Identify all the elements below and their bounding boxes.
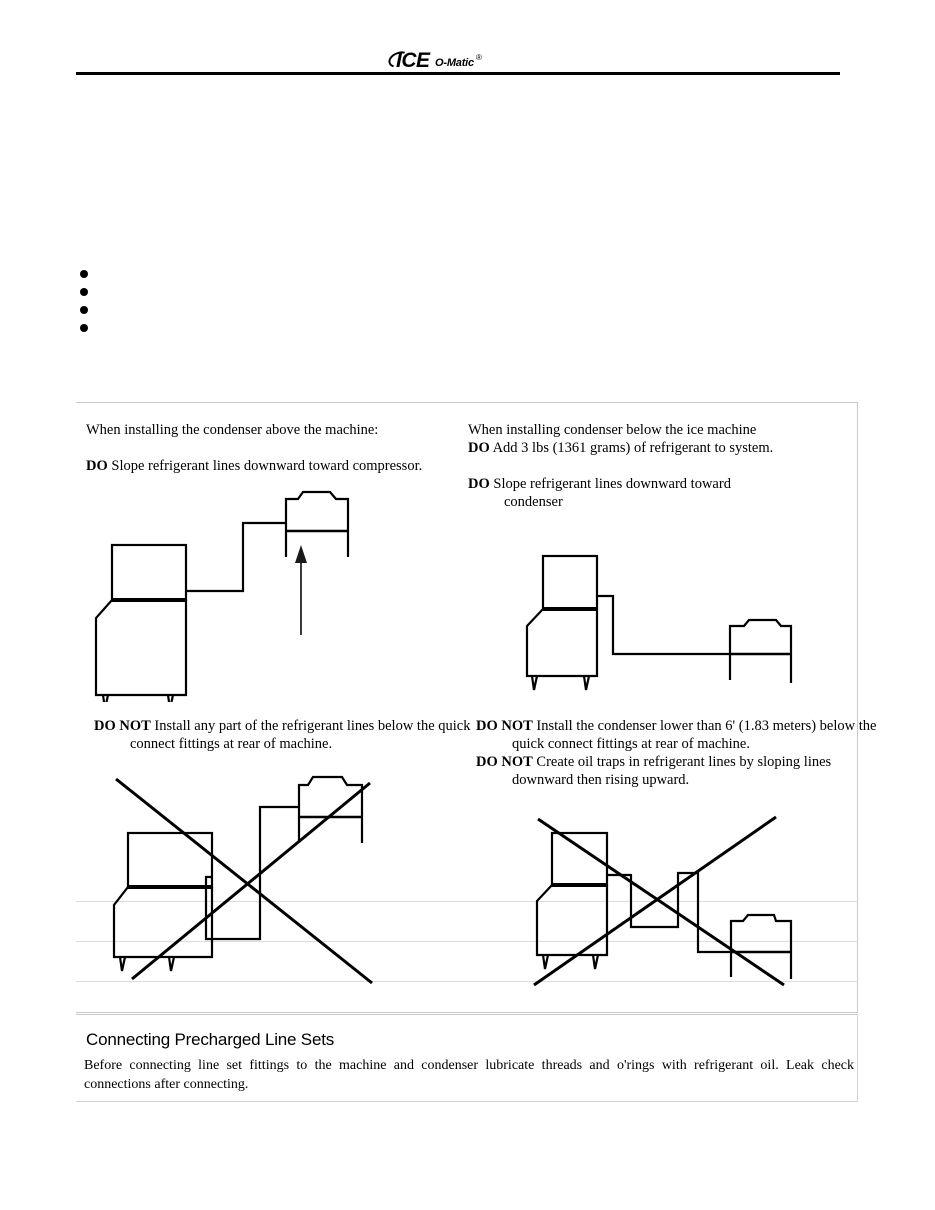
- section-top-divider: [76, 1014, 858, 1015]
- right-do1-text: Add 3 lbs (1361 grams) of refrigerant to system.: [492, 440, 774, 456]
- right-do2-rule: [468, 475, 784, 511]
- bullet-icon: [80, 270, 88, 278]
- x-strike-icon: [534, 817, 784, 985]
- right-do1-label: DO: [468, 440, 490, 456]
- diagram-lines-below-quick-connect-incorrect: [94, 771, 404, 996]
- left-donot-text: Install any part of the refrigerant lines below the quick connect fittings at rear of machine.: [130, 718, 471, 752]
- logo-secondary-text: O-Matic: [435, 57, 474, 69]
- header-divider: [76, 72, 840, 75]
- x-strike-icon: [116, 779, 372, 983]
- right-do2-text: Slope refrigerant lines downward toward condenser: [493, 476, 731, 510]
- left-do-rule: [86, 457, 492, 475]
- left-donot-rule: [94, 717, 498, 753]
- list-item: [76, 284, 476, 302]
- right-donot2-text: Create oil traps in refrigerant lines by sloping lines downward then rising upward.: [512, 754, 832, 788]
- left-do-label: DO: [86, 458, 108, 474]
- list-item: [76, 302, 476, 320]
- diagram-svg: [86, 487, 386, 702]
- logo-primary-text: ICE: [396, 49, 430, 72]
- right-do1-rule: [468, 439, 804, 457]
- section-title: Connecting Precharged Line Sets: [86, 1030, 335, 1049]
- right-do2-label: DO: [468, 476, 490, 492]
- brand-logo: [388, 50, 498, 74]
- bullet-icon: [80, 306, 88, 314]
- list-item: [76, 320, 476, 338]
- right-donot1-text: Install the condenser lower than 6' (1.83 meters) below the quick connect fittings at rear of machine.: [512, 718, 877, 752]
- section-body-text: Before connecting line set fittings to the machine and condenser lubricate threads and o'rings with refrigerant oil. Leak check connections after connecting.: [84, 1058, 854, 1092]
- left-donot-label: DO NOT: [94, 718, 151, 734]
- right-donot2-rule: [476, 753, 890, 789]
- bullet-icon: [80, 288, 88, 296]
- right-donot1-rule: [476, 717, 890, 753]
- list-item: [76, 266, 476, 284]
- bullet-icon: [80, 324, 88, 332]
- section-bottom-divider: [76, 1101, 858, 1102]
- diagram-oil-trap-incorrect: [526, 807, 836, 1002]
- registered-trademark-icon: ®: [476, 53, 482, 62]
- diagram-condenser-above-machine: [86, 487, 386, 702]
- diagram-svg: [526, 807, 836, 1002]
- installation-guidance-panel: [76, 402, 877, 1013]
- right-donot1-label: DO NOT: [476, 718, 533, 734]
- left-heading: When installing the condenser above the machine:: [86, 422, 379, 438]
- bullet-list: [76, 266, 476, 338]
- diagram-condenser-below-machine: [518, 528, 828, 703]
- right-donot2-label: DO NOT: [476, 754, 533, 770]
- diagram-svg: [94, 771, 404, 996]
- diagram-svg: [518, 528, 828, 703]
- section-right-edge: [857, 1014, 858, 1102]
- right-heading: When installing condenser below the ice machine: [468, 422, 757, 438]
- left-do-text: Slope refrigerant lines downward toward compressor.: [111, 458, 423, 474]
- up-arrow-icon: [295, 545, 307, 635]
